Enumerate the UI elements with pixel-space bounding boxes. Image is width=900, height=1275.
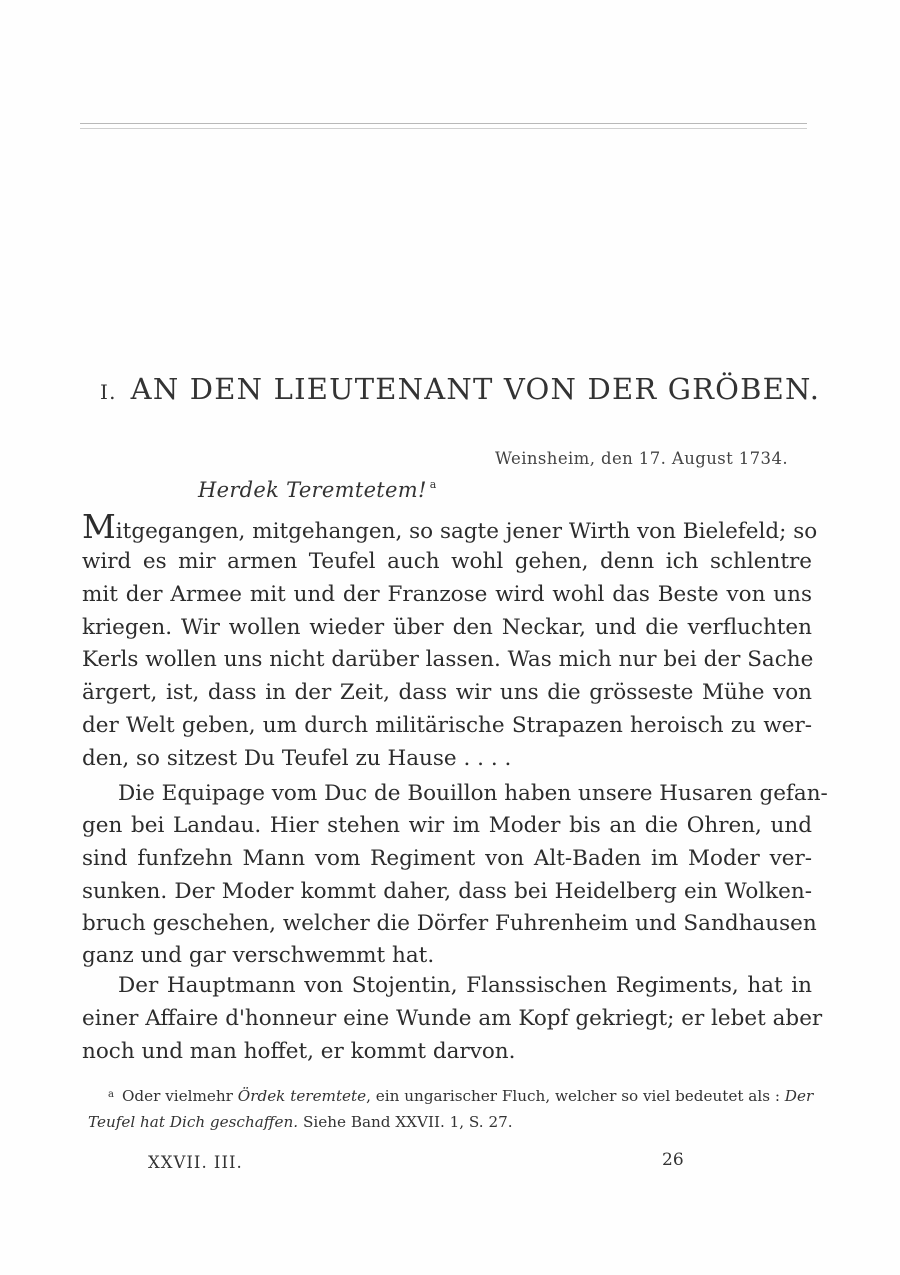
body-line: den, so sitzest Du Teufel zu Hause . . . .	[82, 746, 512, 771]
body-line: sunken. Der Moder kommt daher, dass bei Heidelberg ein Wolken-	[82, 879, 812, 904]
body-line: ärgert, ist, dass in der Zeit, dass wir uns die grösseste Mühe von	[82, 680, 812, 705]
body-line: Kerls wollen uns nicht darüber lassen. Was mich nur bei der Sache	[82, 647, 814, 672]
body-line: Mitgegangen, mitgehangen, so sagte jener Wirth von Bielefeld; so	[82, 507, 818, 546]
body-line: einer Affaire d'honneur eine Wunde am Kopf gekriegt; er lebet aber	[82, 1006, 823, 1031]
header-rule	[80, 123, 807, 129]
dateline: Weinsheim, den 17. August 1734.	[495, 449, 788, 468]
body-line: bruch geschehen, welcher die Dörfer Fuhrenheim und Sandhausen	[82, 911, 817, 936]
letter-title: AN DEN LIEUTENANT VON DER GRÖBEN.	[130, 372, 821, 406]
footnote-line: $^a$ Oder vielmehr Ördek teremtete, ein ungarischer Fluch, welcher so viel bedeutet als : Der	[108, 1087, 814, 1105]
body-line: Die Equipage vom Duc de Bouillon haben unsere Husaren gefan-	[118, 781, 828, 806]
body-line: kriegen. Wir wollen wieder über den Neckar, und die verfluchten	[82, 615, 812, 640]
printer-signature: XXVII. III.	[148, 1153, 243, 1172]
body-line: der Welt geben, um durch militärische Strapazen heroisch zu wer-	[82, 713, 812, 738]
salutation	[198, 478, 437, 502]
body-line: gen bei Landau. Hier stehen wir im Moder bis an die Ohren, und	[82, 813, 812, 838]
footnote-reference: a	[429, 478, 437, 491]
body-line: sind funfzehn Mann vom Regiment von Alt-Baden im Moder ver-	[82, 846, 812, 871]
body-line: mit der Armee mit und der Franzose wird wohl das Beste von uns	[82, 582, 812, 607]
footnote-mark: a	[108, 1089, 114, 1100]
drop-cap: M	[82, 507, 116, 546]
body-line: Der Hauptmann von Stojentin, Flanssischen Regiments, hat in	[118, 973, 812, 998]
footnote-line: Teufel hat Dich geschaffen. Siehe Band XXVII. 1, S. 27.	[88, 1113, 513, 1131]
salutation-text: Herdek Teremtetem!	[198, 478, 427, 502]
body-line: noch und man hoffet, er kommt darvon.	[82, 1039, 516, 1064]
body-line: wird es mir armen Teufel auch wohl gehen, denn ich schlentre	[82, 549, 812, 574]
body-line: ganz und gar verschwemmt hat.	[82, 943, 435, 968]
letter-heading	[100, 372, 820, 406]
letter-number: I.	[100, 380, 117, 404]
page-number: 26	[662, 1150, 684, 1170]
